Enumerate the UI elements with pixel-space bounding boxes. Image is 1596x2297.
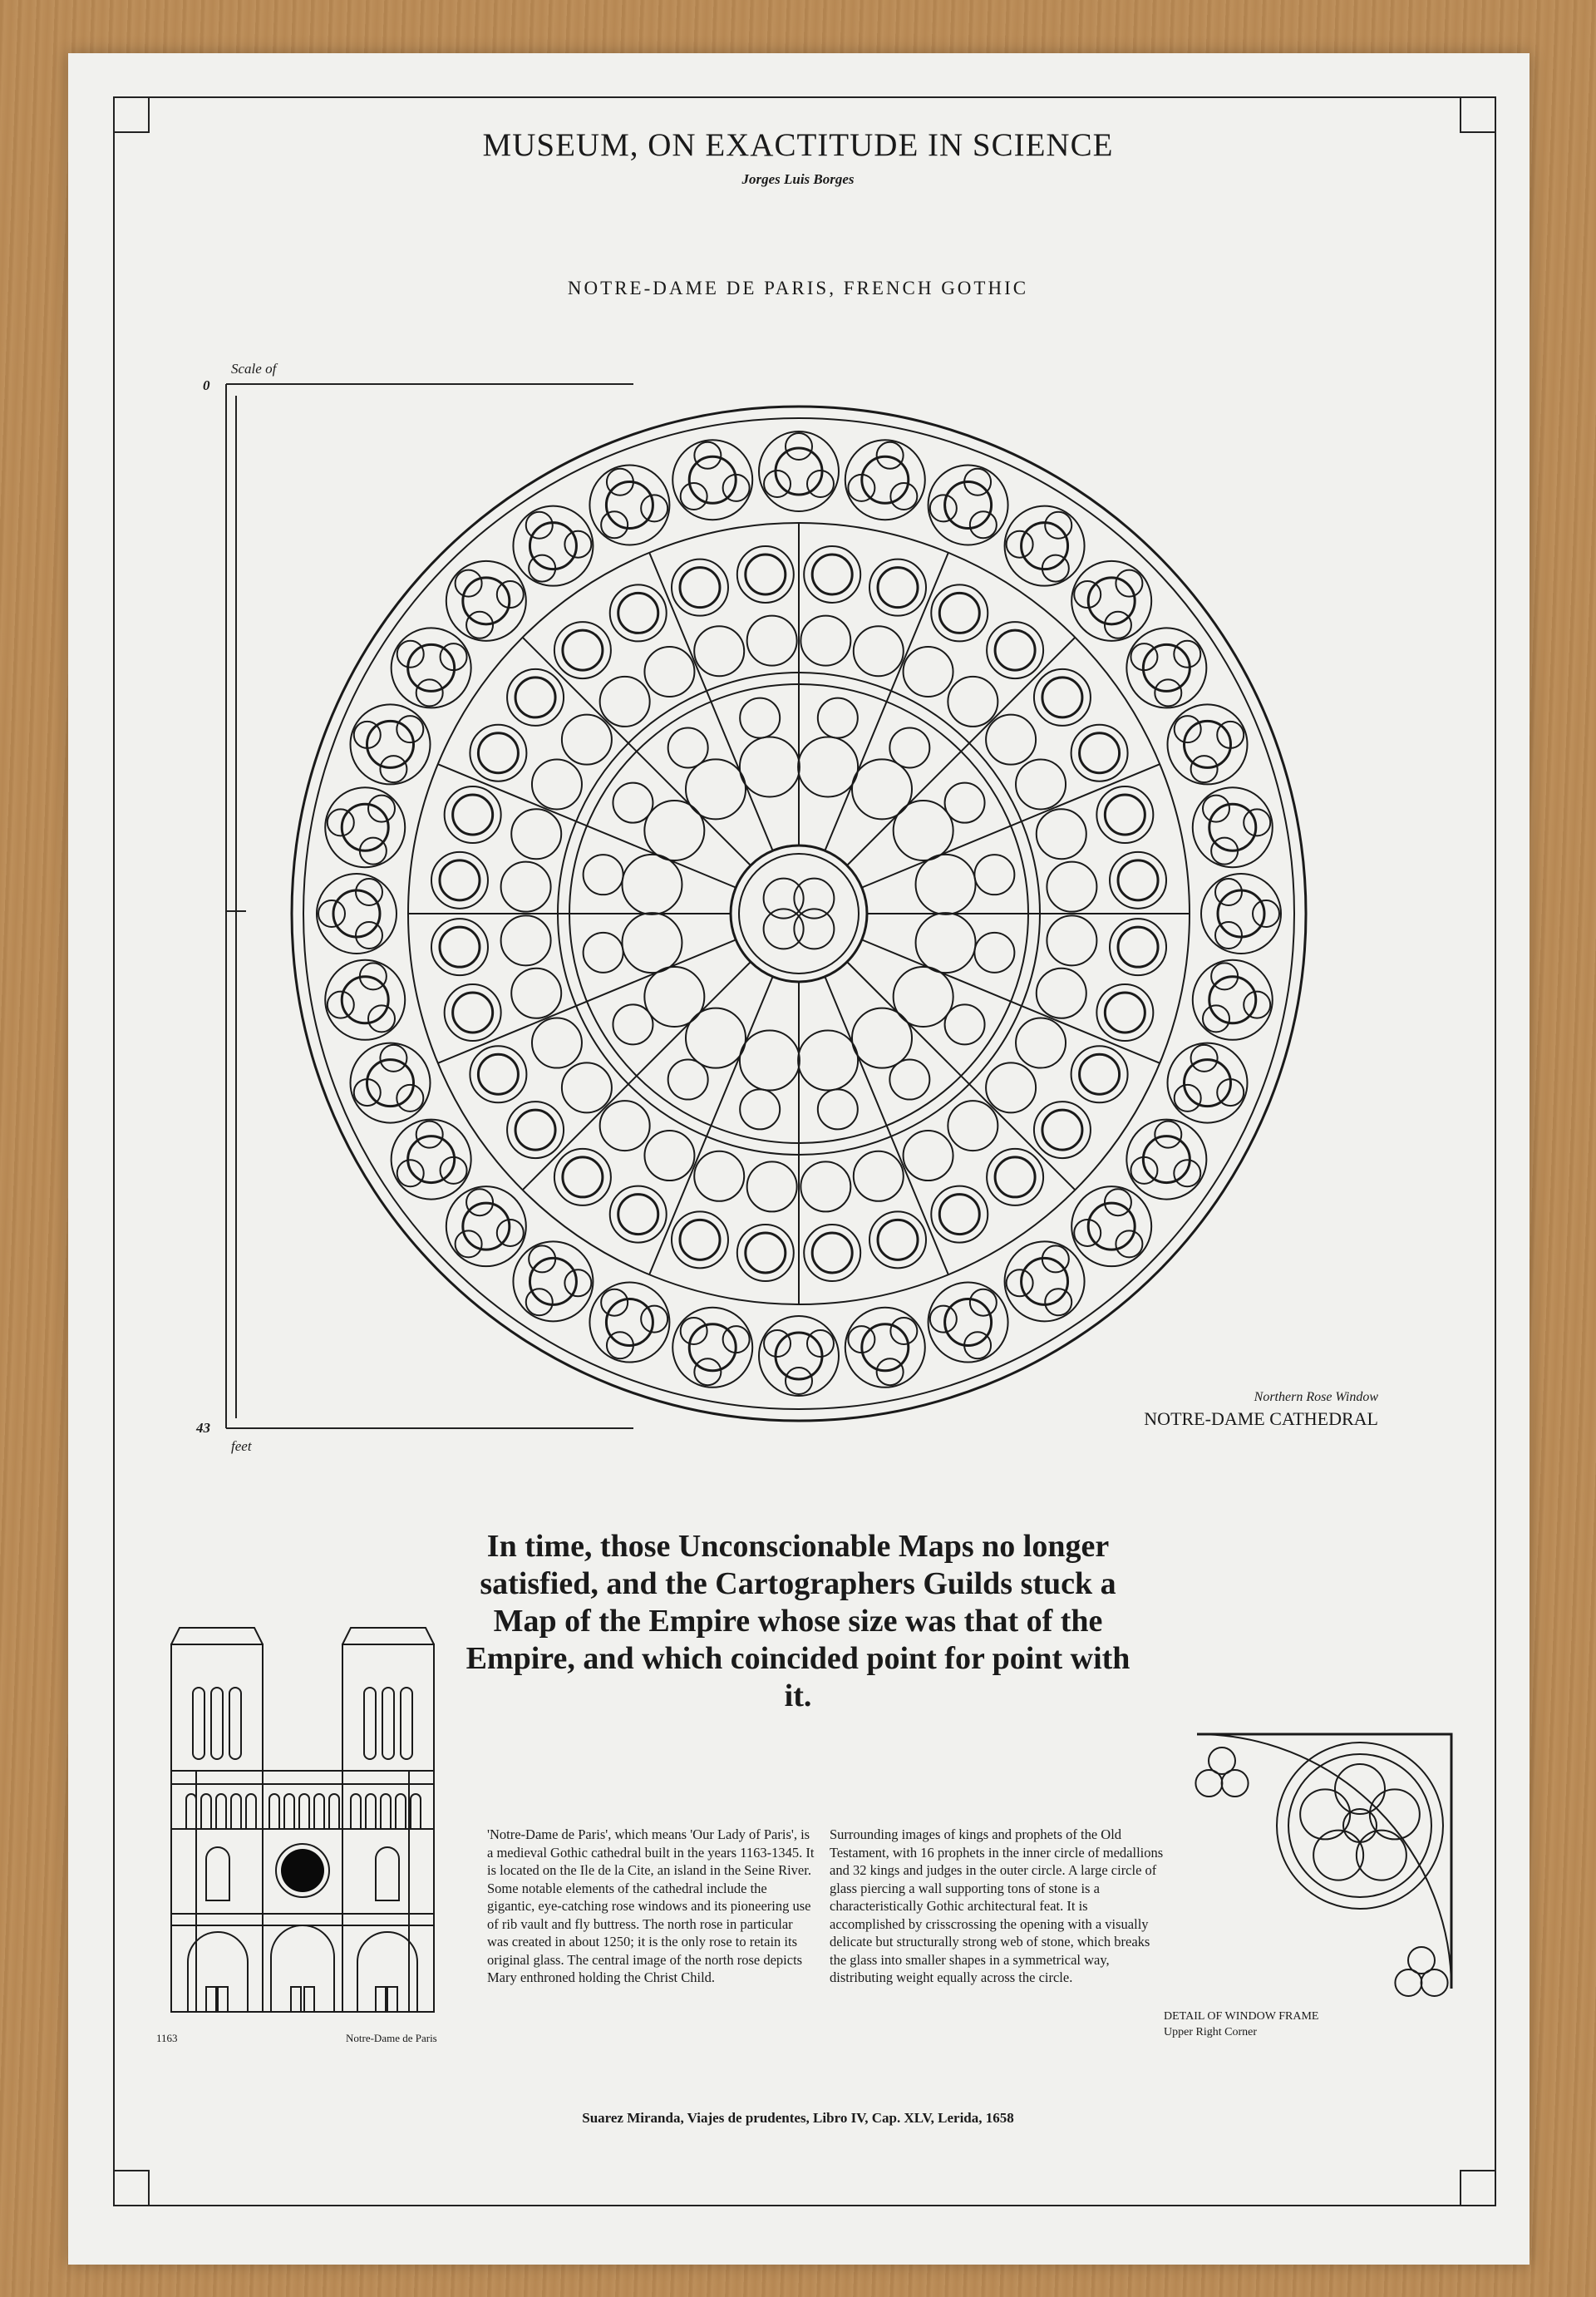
rose-window-drawing xyxy=(288,402,1310,1425)
poster-title: MUSEUM, ON EXACTITUDE IN SCIENCE xyxy=(482,127,1114,163)
scale-unit: feet xyxy=(231,1438,252,1454)
body-column-2: Surrounding images of kings and prophets of the Old Testament, with 16 prophets in the inner circle of medallions and 32 kings and judges in the outer circle. A large circle of glass piercing a wall supporting tons of stone is a characteristically Gothic architectural feat. It is accomplished by crisscrossing the opening with a visually delicate but structurally strong web of stone, which breaks the glass into smaller shapes in a symmetrical way, distributing weight equally across the circle. xyxy=(830,1826,1164,1985)
scale-label: Scale of xyxy=(231,361,277,377)
scale-end: 43 xyxy=(196,1420,210,1436)
cathedral-facade-drawing xyxy=(163,1621,446,2028)
poster-footer: Suarez Miranda, Viajes de prudentes, Libro IV, Cap. XLV, Lerida, 1658 xyxy=(582,2110,1014,2126)
facade-year: 1163 xyxy=(156,2032,178,2044)
poster-author: Jorges Luis Borges xyxy=(741,171,855,187)
detail-caption-line2: Upper Right Corner xyxy=(1164,2026,1257,2038)
borges-quote: In time, those Unconscionable Maps no longer satisfied, and the Cartographers Guilds stuck a Map of the Empire whose size was that of the Empire, and which coincided point for point with it. xyxy=(466,1529,1130,1713)
detail-caption-line1: DETAIL OF WINDOW FRAME xyxy=(1164,2010,1319,2023)
body-column-1: 'Notre-Dame de Paris', which means 'Our Lady of Paris', is a medieval Gothic cathedral built in the years 1163-1345. It is located on the Ile de la Cite, an island in the Seine River. Some notable elements of the cathedral include the gigantic, eye-catching rose windows and its pioneering use of rib vault and fly buttress. The north rose in particular was created in about 1250; it is the only rose to retain its original glass. The central image of the north rose depicts Mary enthroned holding the Christ Child. xyxy=(487,1826,815,1985)
rose-caption-small: Northern Rose Window xyxy=(1254,1390,1378,1404)
window-frame-detail-drawing xyxy=(1164,1726,1463,2009)
scale-start: 0 xyxy=(203,377,210,393)
detail-caption xyxy=(1164,2009,1318,2040)
rose-caption-big: NOTRE-DAME CATHEDRAL xyxy=(1144,1408,1378,1429)
facade-name: Notre-Dame de Paris xyxy=(346,2032,437,2044)
poster-subject: NOTRE-DAME DE PARIS, FRENCH GOTHIC xyxy=(567,278,1029,298)
